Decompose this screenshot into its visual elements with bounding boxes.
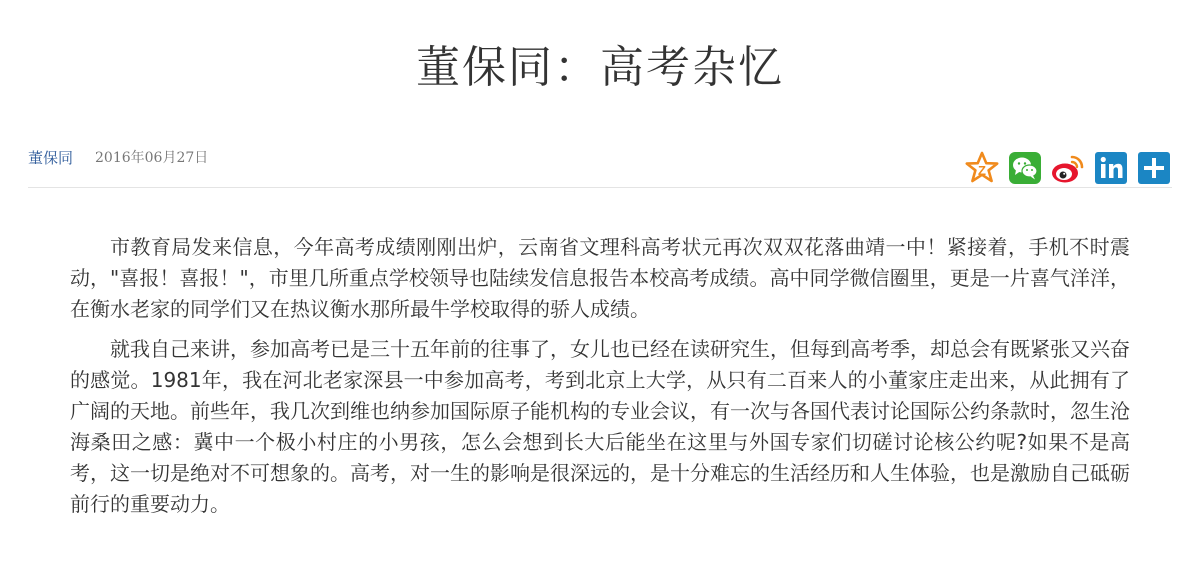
weibo-share-button[interactable] xyxy=(1050,152,1086,188)
article-title: 董保同：高考杂忆 xyxy=(416,42,784,93)
more-share-icon xyxy=(1137,151,1171,189)
paragraph: 市教育局发来信息，今年高考成绩刚刚出炉，云南省文理科高考状元再次双双花落曲靖一中！紧接着，手机不时震动，"喜报！喜报！"，市里几所重点学校领导也陆续发信息报告本校高考成绩。高中同学微信圈里，更是一片喜气洋洋，在衡水老家的同学们又在热议衡水那所最牛学校取得的骄人成绩。 xyxy=(70,235,1130,321)
author-link[interactable]: 董保同 xyxy=(28,148,74,167)
linkedin-share-button[interactable] xyxy=(1093,152,1129,188)
linkedin-icon xyxy=(1094,151,1128,189)
favorite-star-icon xyxy=(965,151,999,189)
weibo-icon xyxy=(1050,151,1086,189)
wechat-share-button[interactable] xyxy=(1007,152,1043,188)
favorite-button[interactable] xyxy=(964,152,1000,188)
article-meta xyxy=(28,145,208,169)
svg-text:Z: Z xyxy=(978,163,986,178)
paragraph: 就我自己来讲，参加高考已是三十五年前的往事了，女儿也已经在读研究生，但每到高考季，却总会有既紧张又兴奋的感觉。1981年，我在河北老家深县一中参加高考，考到北京上大学，从只有二百来人的小董家庄走出来，从此拥有了广阔的天地。前些年，我几次到维也纳参加国际原子能机构的专业会议，有一次与各国代表讨论国际公约条款时，忽生沧海桑田之感：冀中一个极小村庄的小男孩，怎么会想到长大后能坐在这里与外国专家们切磋讨论核公约呢?如果不是高考，这一切是绝对不可想象的。高考，对一生的影响是很深远的，是十分难忘的生活经历和人生体验，也是激励自己砥砺前行的重要动力。 xyxy=(70,337,1130,516)
more-share-button[interactable] xyxy=(1136,152,1172,188)
header-divider xyxy=(28,187,1172,188)
wechat-icon xyxy=(1008,151,1042,189)
article-body xyxy=(70,232,1130,529)
publish-date: 2016年06月27日 xyxy=(95,150,209,166)
share-bar xyxy=(964,152,1172,188)
